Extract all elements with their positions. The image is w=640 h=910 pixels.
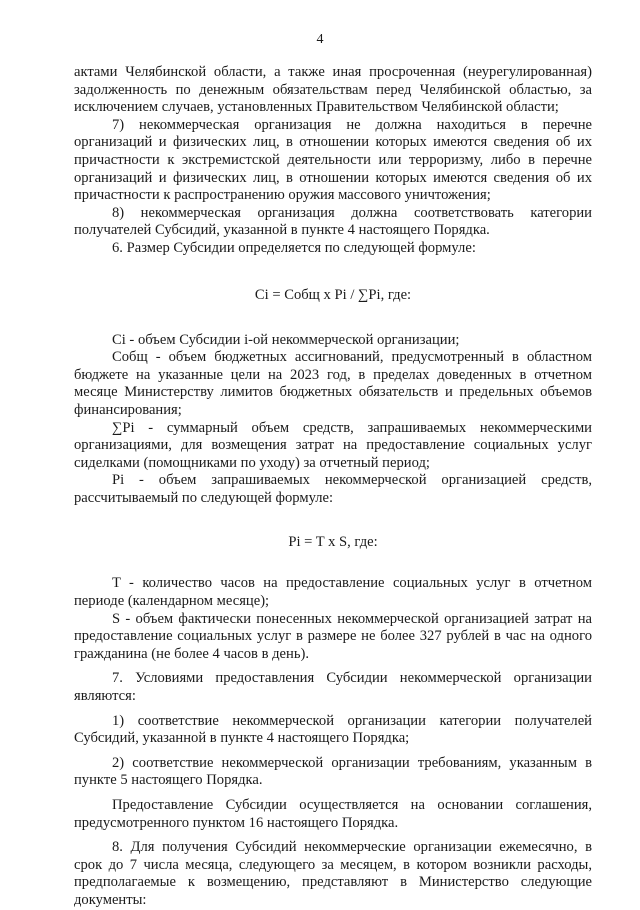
paragraph-condition-2: 2) соответствие некоммерческой организации требованиям, указанным в пункте 5 настоящего Порядка. — [74, 754, 592, 789]
definition-sum-pi: ∑Pi - суммарный объем средств, запрашиваемых некоммерческими организациями, для возмещения затрат на предоставление социальных услуг сиделками (помощниками по уходу) за отчетный период; — [74, 419, 592, 471]
page-number: 4 — [316, 32, 324, 47]
paragraph-condition-1: 1) соответствие некоммерческой организации категории получателей Субсидий, указанной в пункте 4 настоящего Порядка; — [74, 712, 592, 747]
formula-pi: Pi = T x S, где: — [288, 534, 378, 551]
paragraph-item-8-list: 8) некоммерческая организация должна соответствовать категории получателей Субсидий, указанной в пункте 4 настоящего Порядка. — [74, 204, 592, 239]
definition-t: T - количество часов на предоставление социальных услуг в отчетном периоде (календарном месяце); — [74, 575, 592, 610]
formula-subsidy-size: Ci = Cобщ x Pi / ∑Pi, где: — [254, 286, 412, 303]
paragraph-section-7: 7. Условиями предоставления Субсидии некоммерческой организации являются: — [74, 670, 592, 705]
definition-ci: Ci - объем Субсидии i-ой некоммерческой организации; — [112, 331, 460, 348]
paragraph-section-8: 8. Для получения Субсидий некоммерческие организации ежемесячно, в срок до 7 числа месяца, следующего за месяцем, в котором возникли расходы, предполагаемые к возмещению, представляют в Министерство следующие документы: — [74, 839, 592, 908]
paragraph-continuation: актами Челябинской области, а также иная просроченная (неурегулированная) задолженность по денежным обязательствам перед Челябинской областью, за исключением случаев, установленных Правительством Челябинской области; — [74, 64, 592, 116]
definition-cobsh: Cобщ - объем бюджетных ассигнований, предусмотренный в областном бюджете на указанные цели на 2023 год, в пределах доведенных в отчетном месяце Министерству лимитов бюджетных обязательств и предельных объемов финансирования; — [74, 349, 592, 418]
paragraph-item-7-list: 7) некоммерческая организация не должна находиться в перечне организаций и физических лиц, в отношении которых имеются сведения об их причастности к экстремистской деятельности или терроризму, либо в перечне организаций и физических лиц, в отношении которых имеются сведения об их причастности к распространению оружия массового уничтожения; — [74, 116, 592, 204]
document-body — [74, 64, 592, 910]
definition-pi: Pi - объем запрашиваемых некоммерческой организацией средств, рассчитываемый по следующей формуле: — [74, 472, 592, 506]
definition-s: S - объем фактически понесенных некоммерческой организацией затрат на предоставление социальных услуг в размере не более 327 рублей в час на одного гражданина (не более 4 часов в день). — [74, 610, 592, 662]
paragraph-agreement: Предоставление Субсидии осуществляется на основании соглашения, предусмотренного пунктом 16 настоящего Порядка. — [74, 797, 592, 831]
paragraph-section-6: 6. Размер Субсидии определяется по следующей формуле: — [112, 239, 476, 256]
